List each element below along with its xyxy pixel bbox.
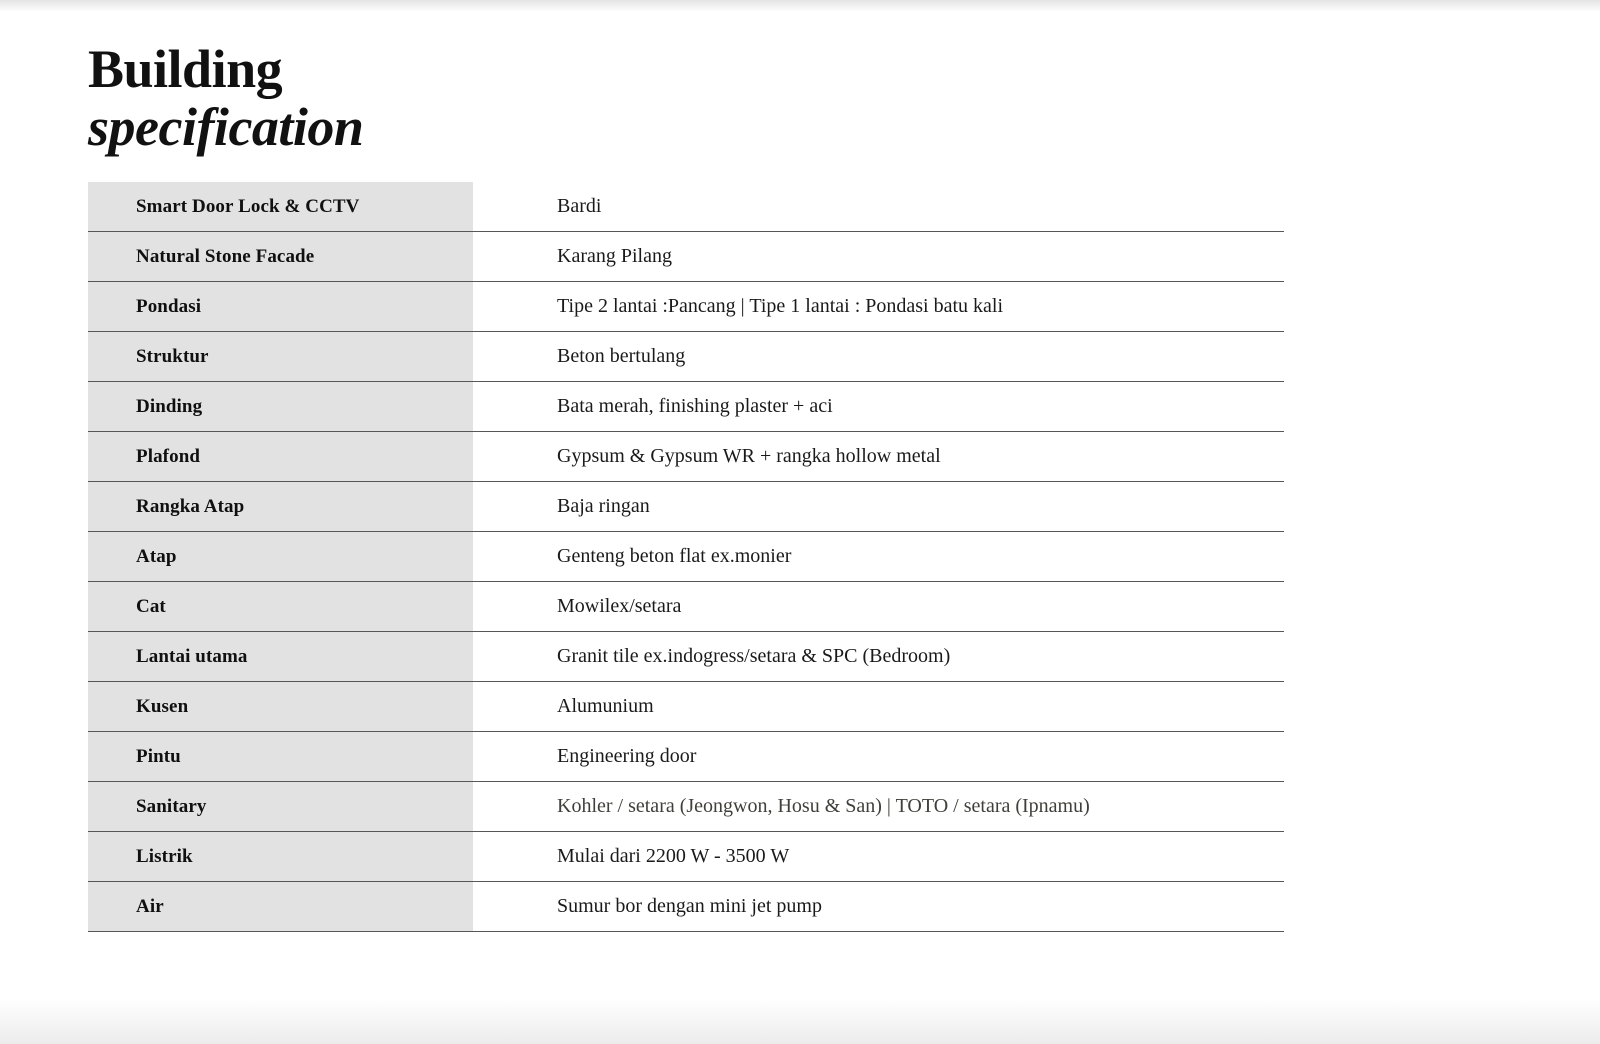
spec-label: Atap	[88, 532, 473, 581]
table-row	[88, 632, 1284, 682]
spec-value: Gypsum & Gypsum WR + rangka hollow metal	[557, 445, 941, 467]
table-row	[88, 482, 1284, 532]
table-row	[88, 532, 1284, 582]
table-row	[88, 332, 1284, 382]
spec-label: Smart Door Lock & CCTV	[88, 182, 473, 231]
table-row	[88, 782, 1284, 832]
spec-label: Kusen	[88, 682, 473, 731]
spec-label: Sanitary	[88, 782, 473, 831]
specification-table	[88, 182, 1284, 932]
bottom-edge-shadow	[0, 998, 1600, 1044]
spec-value: Beton bertulang	[557, 345, 686, 367]
spec-label: Listrik	[88, 832, 473, 881]
spec-label: Air	[88, 882, 473, 931]
table-row	[88, 882, 1284, 932]
table-row	[88, 682, 1284, 732]
spec-value: Engineering door	[557, 745, 697, 767]
spec-value: Tipe 2 lantai :Pancang | Tipe 1 lantai : Pondasi batu kali	[557, 295, 1004, 317]
spec-label: Pintu	[88, 732, 473, 781]
page-title	[88, 40, 363, 157]
spec-value: Bata merah, finishing plaster + aci	[557, 395, 833, 417]
spec-label: Lantai utama	[88, 632, 473, 681]
page-title-line2: specification	[88, 97, 364, 158]
table-row	[88, 732, 1284, 782]
table-row	[88, 182, 1284, 232]
spec-value: Mowilex/setara	[557, 595, 682, 617]
spec-label: Cat	[88, 582, 473, 631]
spec-label: Natural Stone Facade	[88, 232, 473, 281]
spec-value: Bardi	[557, 195, 602, 217]
spec-value: Mulai dari 2200 W - 3500 W	[557, 845, 790, 867]
table-row	[88, 382, 1284, 432]
spec-value: Sumur bor dengan mini jet pump	[557, 895, 822, 917]
table-row	[88, 232, 1284, 282]
page-title-line1: Building	[88, 39, 283, 99]
spec-label: Rangka Atap	[88, 482, 473, 531]
spec-value: Karang Pilang	[557, 245, 672, 267]
spec-label: Plafond	[88, 432, 473, 481]
spec-value: Granit tile ex.indogress/setara & SPC (Bedroom)	[557, 645, 951, 667]
spec-label: Dinding	[88, 382, 473, 431]
top-edge-shadow	[0, 0, 1600, 12]
spec-value: Alumunium	[557, 695, 654, 717]
spec-label: Pondasi	[88, 282, 473, 331]
spec-label: Struktur	[88, 332, 473, 381]
table-row	[88, 832, 1284, 882]
spec-value: Baja ringan	[557, 495, 650, 517]
spec-value: Genteng beton flat ex.monier	[557, 545, 792, 567]
table-row	[88, 432, 1284, 482]
table-row	[88, 282, 1284, 332]
table-row	[88, 582, 1284, 632]
spec-value: Kohler / setara (Jeongwon, Hosu & San) | TOTO / setara (Ipnamu)	[557, 795, 1090, 817]
